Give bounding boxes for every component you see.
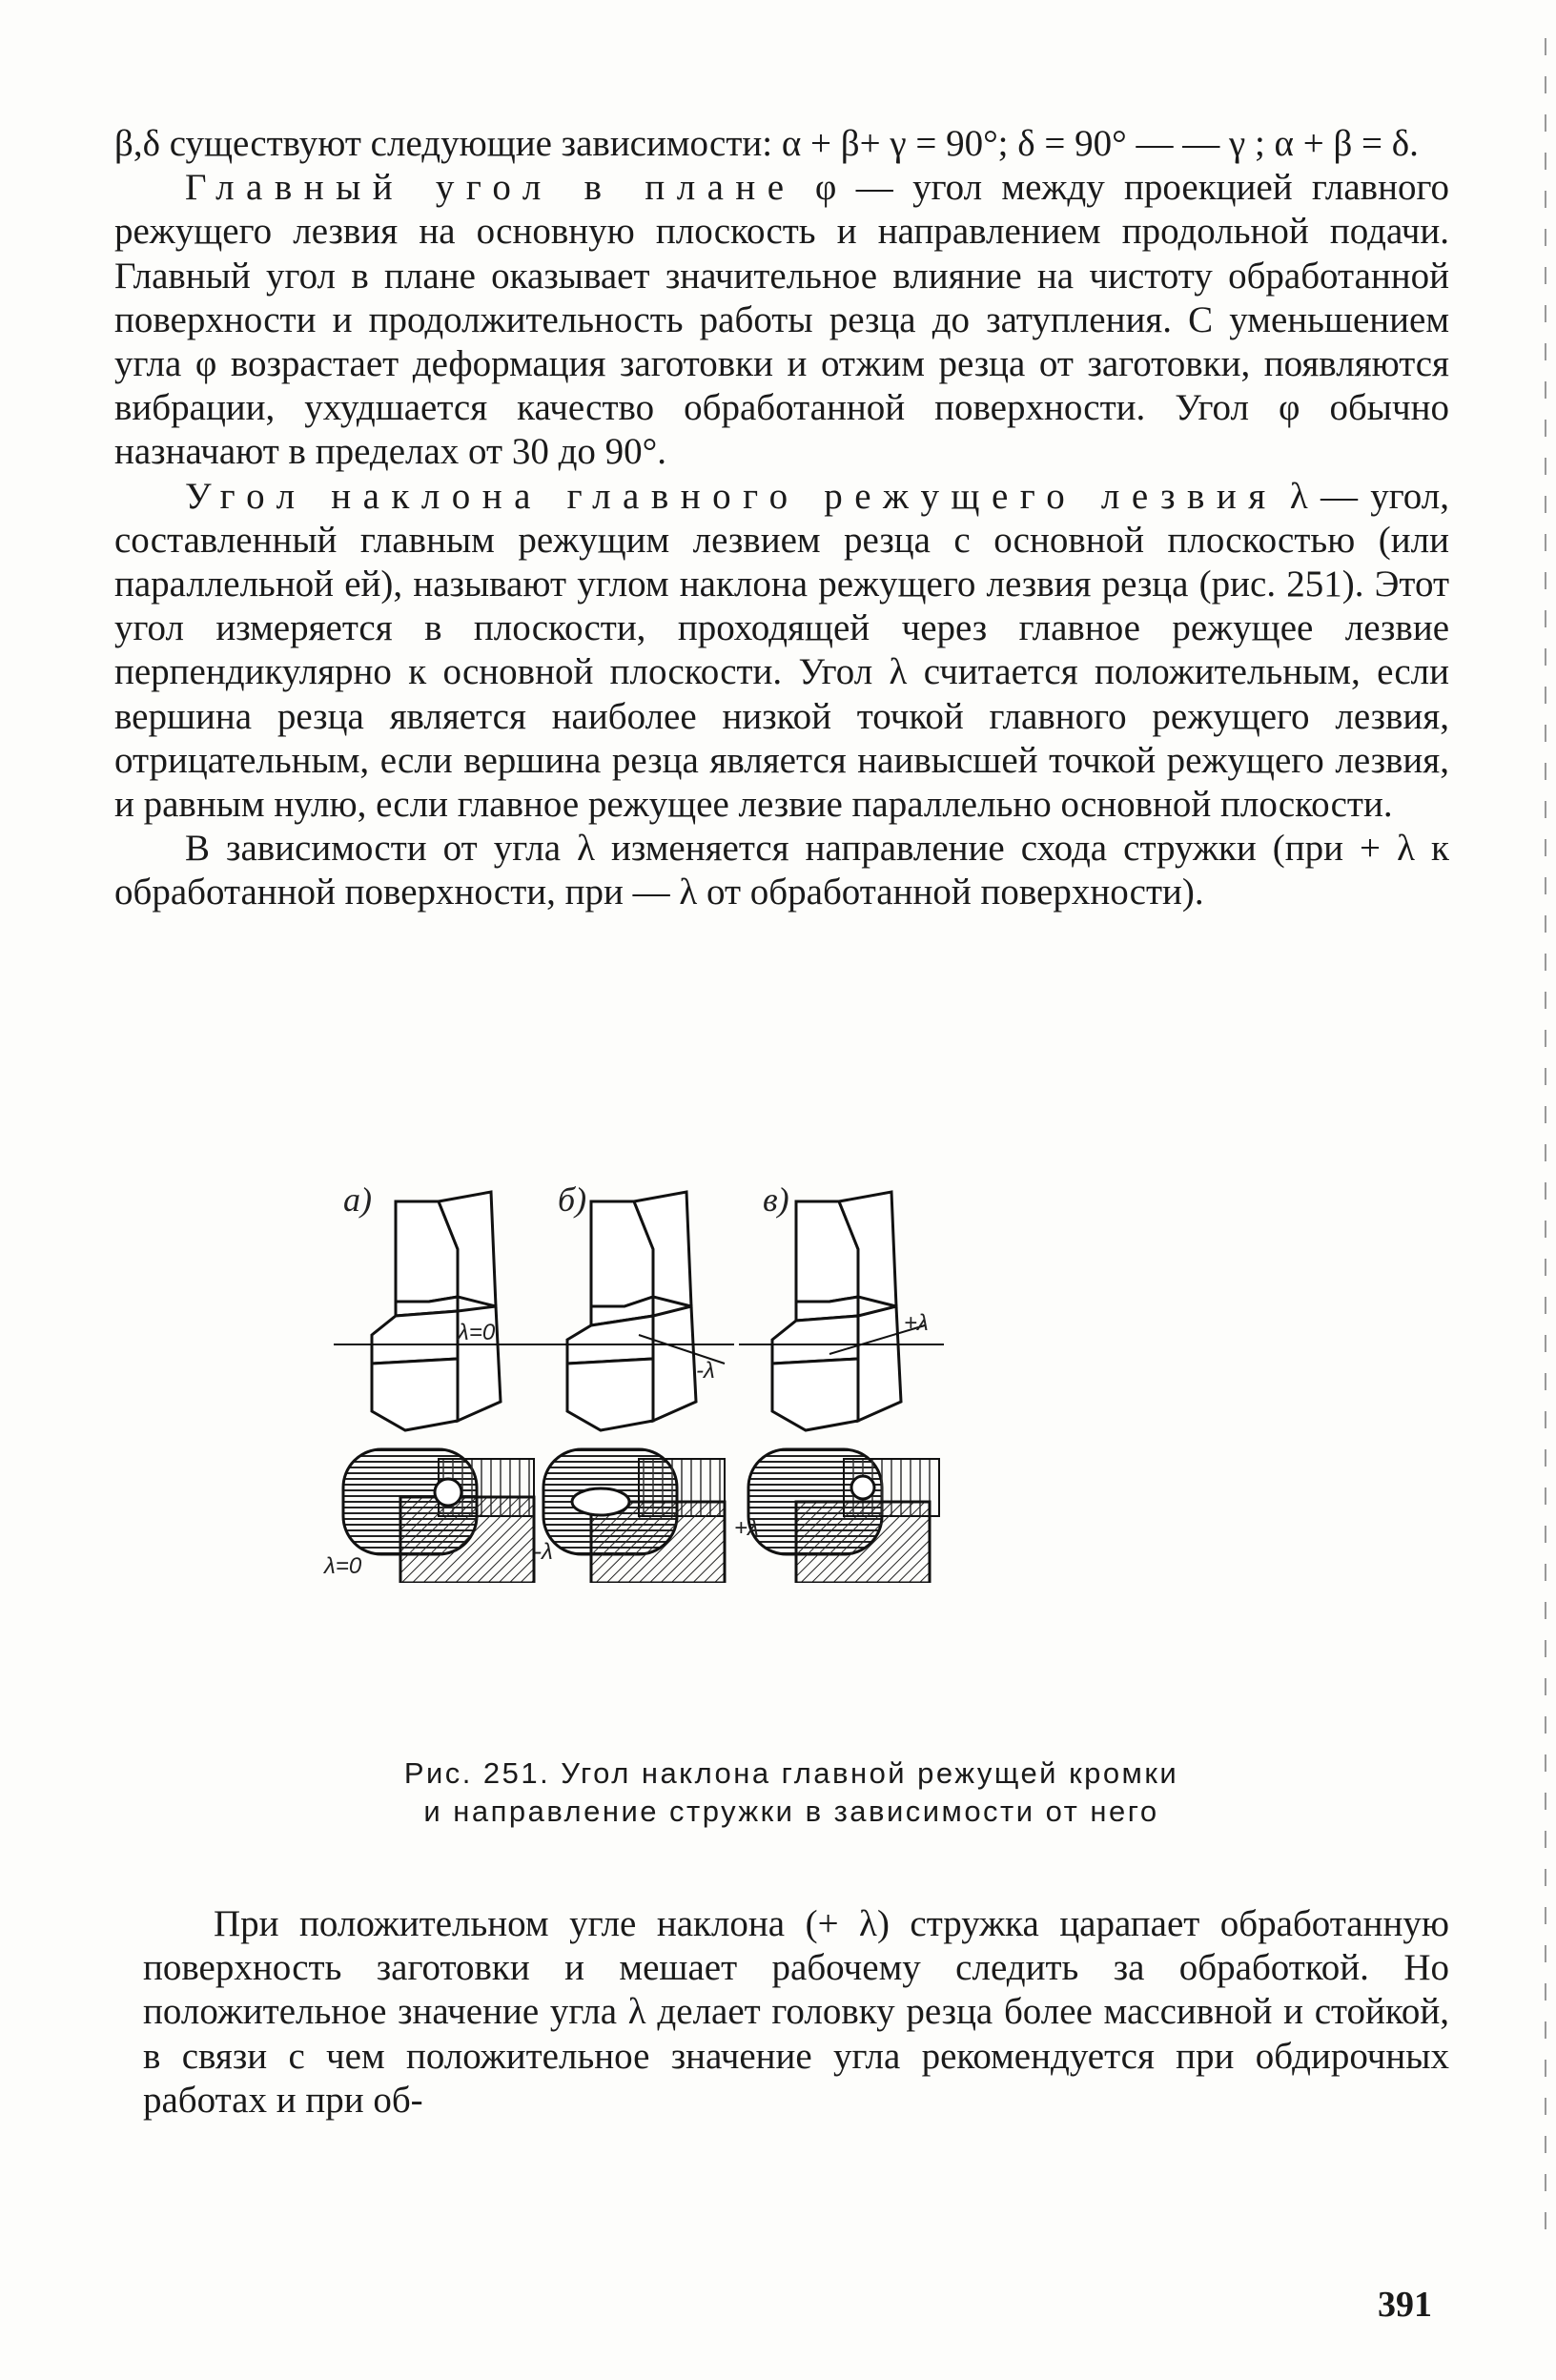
panel-c-angle-label: +λ [904, 1310, 929, 1336]
caption-line-1: Рис. 251. Угол наклона главной режущей кромки [403, 1756, 1179, 1790]
tool-a [400, 1497, 534, 1583]
figure-251 [315, 1173, 1268, 1583]
panel-b-letter: б) [558, 1180, 587, 1219]
panel-c-bottom-label: +λ [734, 1515, 759, 1541]
panel-a-angle-label: λ=0 [458, 1320, 496, 1345]
paragraph-chip-direction: В зависимости от угла λ изменяется направление схода стружки (при + λ к обработанной поверхности, при — λ от обработанной поверхности). [114, 828, 1449, 913]
panel-b-bottom-label: -λ [534, 1539, 553, 1565]
paragraph-positive-angle: При положительном угле наклона (+ λ) стружка царапает обработанную поверхность заготовки и мешает рабочему следить за обработкой. Но положительное значение угла λ делает головку резца более массивной и стойкой, в связи с чем положительное значение угла рекомендуется при обдирочных работах и при об- [143, 1903, 1449, 2121]
panel-c-letter: в) [763, 1180, 789, 1219]
term-main-plan-angle: Главный угол в плане [185, 167, 796, 209]
text-block-bottom [143, 1902, 1449, 2123]
figure-caption [315, 1754, 1268, 1831]
paragraph-dependencies: β,δ существуют следующие зависимости: α + β+ γ = 90°; δ = 90° — — γ ; α + β = δ. [114, 123, 1419, 164]
term-inclination-angle: Угол наклона главного режущего лезвия [185, 475, 1278, 517]
panel-a-letter: а) [343, 1180, 372, 1219]
paragraph-main-plan-angle: Главный угол в плане φ — угол между проекцией главного режущего лезвия на основную плоскость и направлением продольной подачи. Главный угол в плане оказывает значительное влияние на чистоту обработанной поверхности и продолжительность работы резца до затупления. С уменьшением угла φ возрастает деформация заготовки и отжим резца от заготовки, появляются вибрации, ухудшается качество обработанной поверхности. Угол φ обычно назначают в пределах от 30 до 90°. [114, 167, 1449, 473]
tool-c [796, 1502, 930, 1583]
text-block-top [114, 122, 1449, 915]
panel-b [534, 1180, 734, 1583]
page-number: 391 [1378, 2285, 1432, 2325]
caption-line-2: и направление стружки в зависимости от него [423, 1795, 1159, 1828]
panel-b-angle-label: -λ [696, 1358, 715, 1384]
panel-a [322, 1180, 534, 1583]
panel-c [734, 1180, 944, 1583]
page-edge-shadow [1545, 38, 1546, 2231]
paragraph-inclination-angle: Угол наклона главного режущего лезвия λ — угол, составленный главным режущим лезвием резца с основной плоскостью (или параллельной ей), называют углом наклона режущего лезвия резца (рис. 251). Этот угол измеряется в плоскости, проходящей через главное режущее лезвие перпендикулярно к основной плоскости. Угол λ считается положительным, если вершина резца является наиболее низкой точкой главного режущего лезвия, отрицательным, если вершина резца является наивысшей точкой режущего лезвия, и равным нулю, если главное режущее лезвие параллельно основной плоскости. [114, 475, 1449, 826]
panel-a-bottom-label: λ=0 [324, 1553, 362, 1579]
